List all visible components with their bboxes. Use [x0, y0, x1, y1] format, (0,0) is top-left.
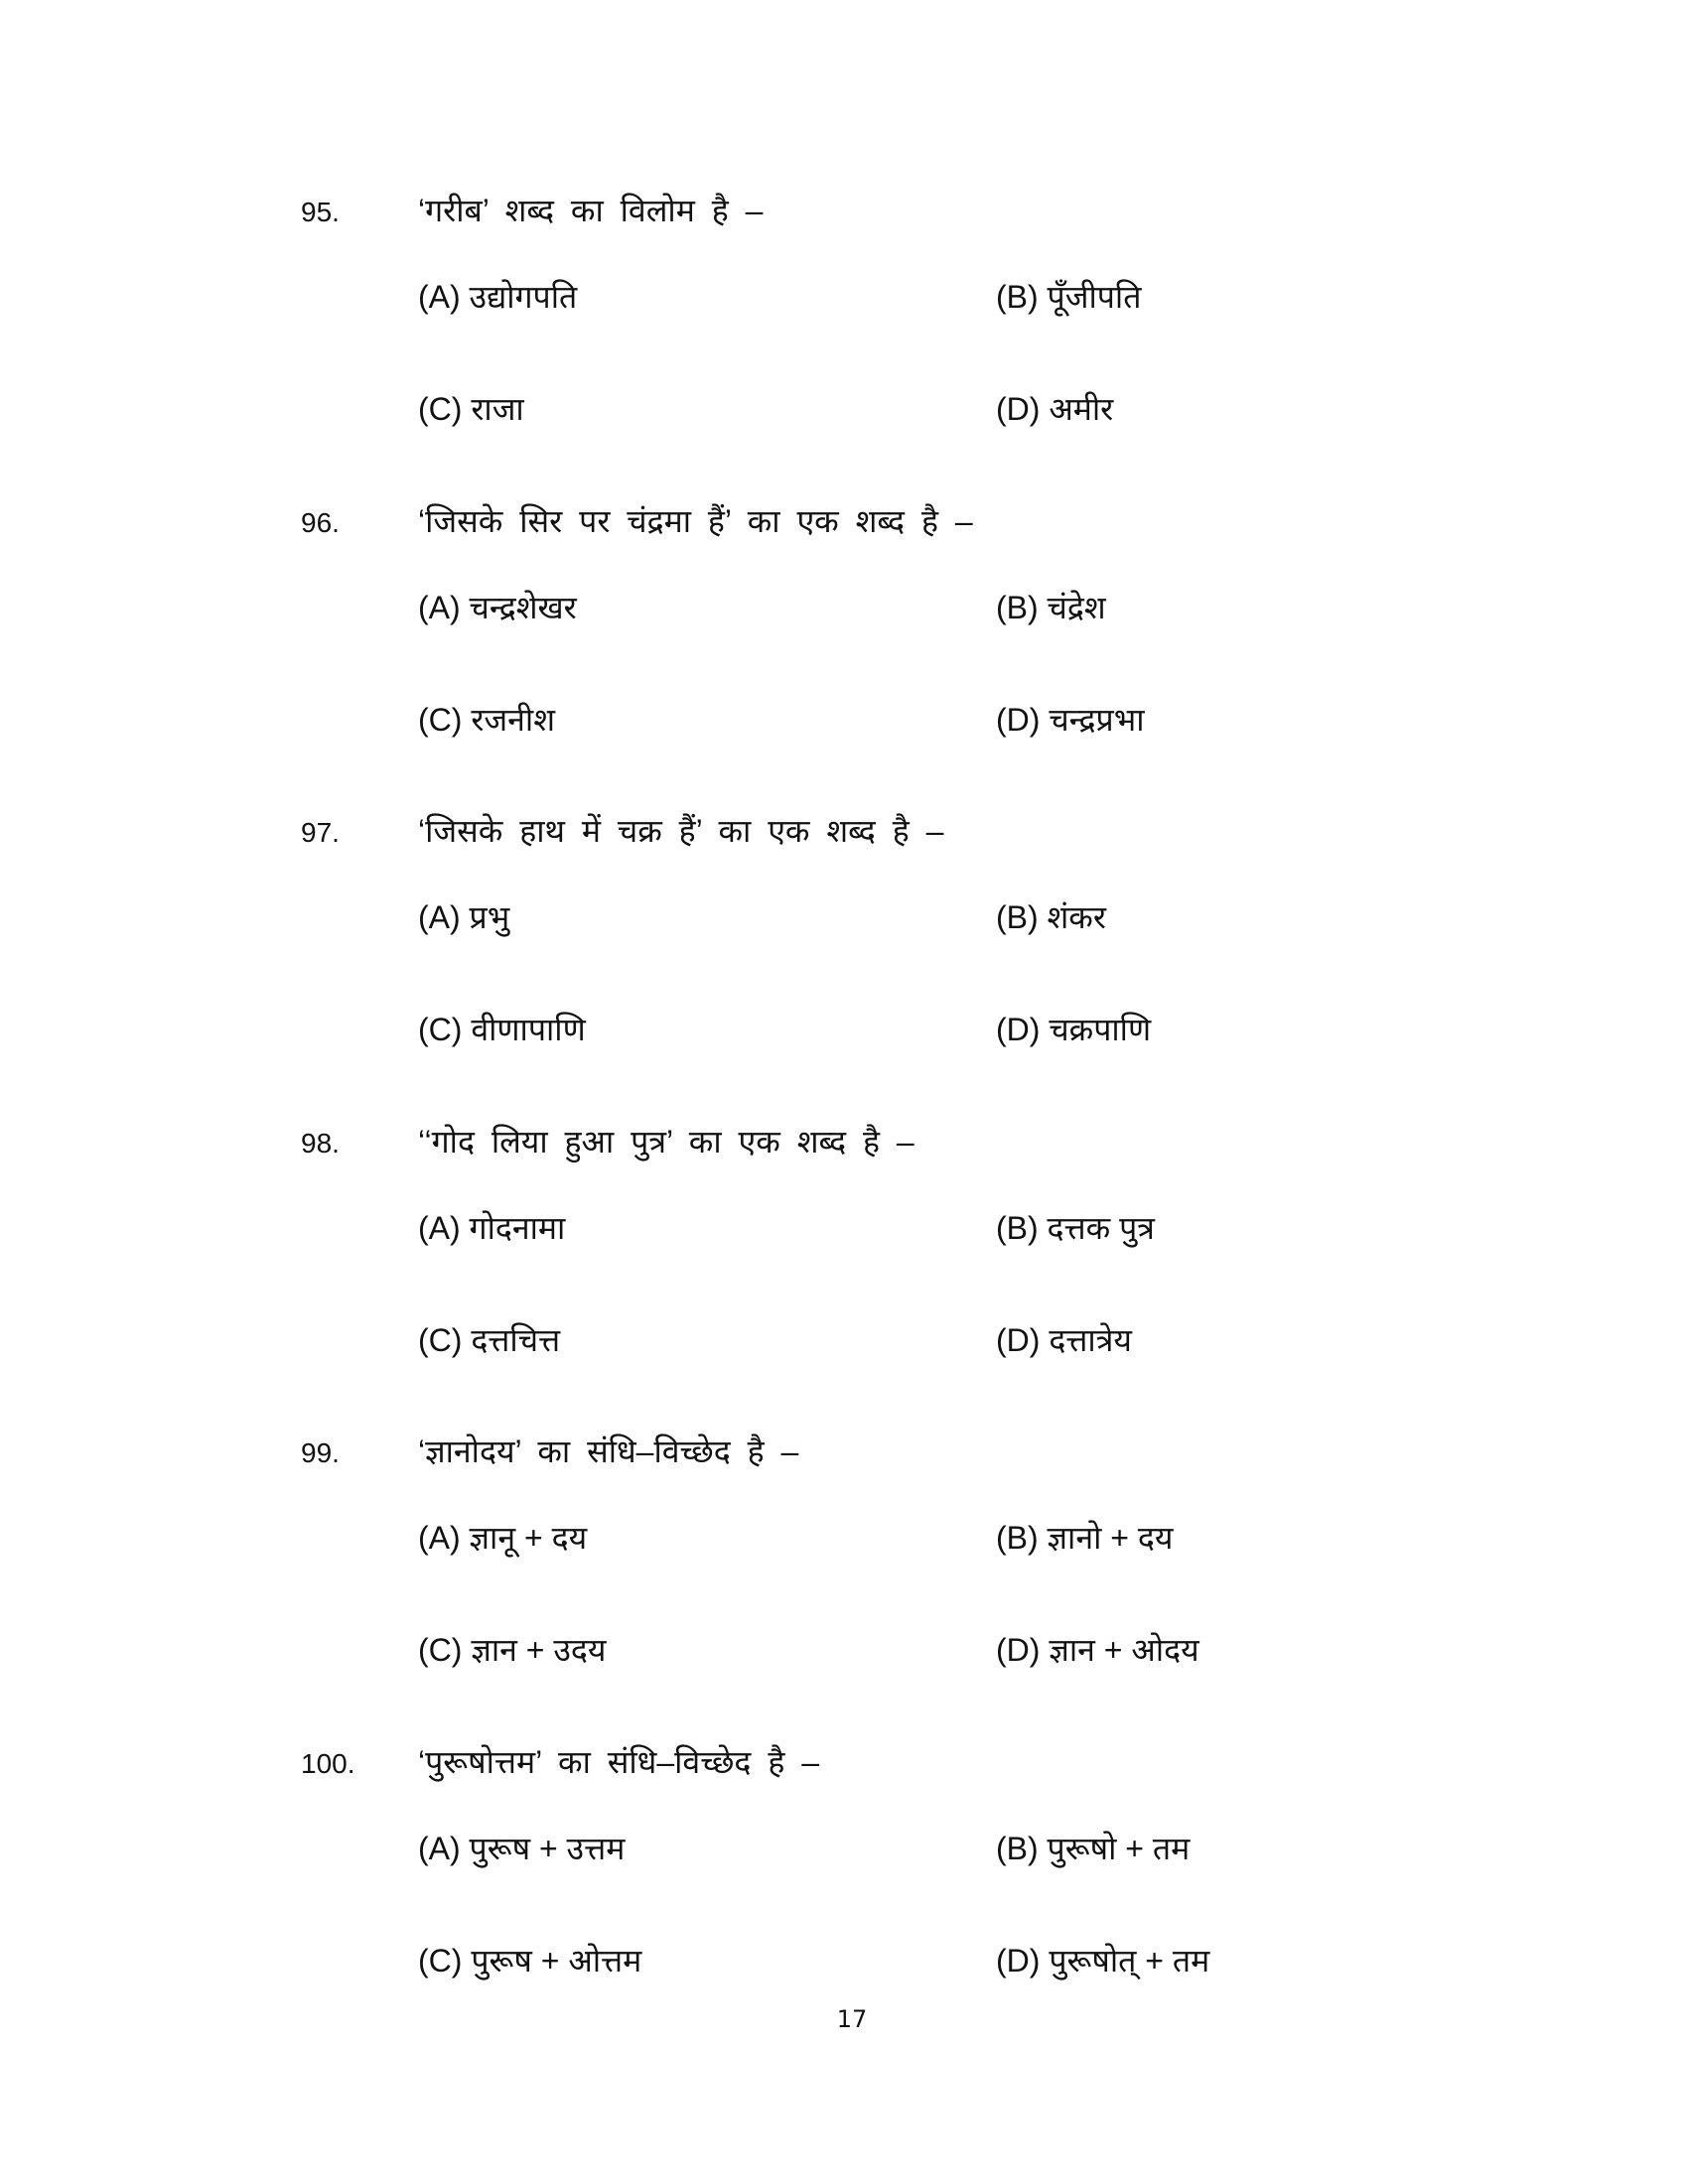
question-text: ‘‘गोद लिया हुआ पुत्र’ का एक शब्द है –	[418, 1124, 914, 1160]
option-b: (B) पुरूषो + तम	[996, 1831, 1191, 1866]
option-d: (D) ज्ञान + ओदय	[996, 1632, 1199, 1668]
question-number: 99.	[301, 1437, 340, 1468]
question-number: 100.	[301, 1748, 355, 1779]
option-b: (B) शंकर	[996, 899, 1106, 935]
question-text: ‘जिसके हाथ में चक्र हैं’ का एक शब्द है –	[418, 813, 944, 849]
option-c: (C) पुरूष + ओत्तम	[418, 1943, 642, 1979]
question-number: 96.	[301, 507, 340, 538]
question-96	[0, 505, 1688, 803]
question-98	[0, 1126, 1688, 1424]
page-number: 17	[836, 2005, 868, 2033]
option-a: (A) उद्योगपति	[418, 279, 578, 315]
option-c: (C) दत्तचित्त	[418, 1322, 561, 1358]
option-a: (A) प्रभु	[418, 899, 510, 935]
question-99	[0, 1435, 1688, 1733]
question-number: 97.	[301, 817, 340, 848]
option-d: (D) अमीर	[996, 391, 1114, 427]
option-d: (D) चक्रपाणि	[996, 1012, 1152, 1047]
option-d: (D) पुरूषोत् + तम	[996, 1943, 1210, 1979]
question-97	[0, 815, 1688, 1113]
question-text: ‘जिसके सिर पर चंद्रमा हैं’ का एक शब्द है –	[418, 503, 973, 539]
option-b: (B) पूँजीपति	[996, 279, 1142, 315]
question-number: 98.	[301, 1128, 340, 1159]
question-95	[0, 195, 1688, 492]
option-c: (C) रजनीश	[418, 702, 555, 738]
option-d: (D) चन्द्रप्रभा	[996, 702, 1145, 738]
option-a: (A) चन्द्रशेखर	[418, 590, 577, 625]
option-d: (D) दत्तात्रेय	[996, 1322, 1132, 1358]
option-a: (A) ज्ञानू + दय	[418, 1520, 588, 1556]
question-number: 95.	[301, 197, 340, 227]
option-a: (A) गोदनामा	[418, 1210, 566, 1246]
option-b: (B) चंद्रेश	[996, 590, 1106, 625]
option-b: (B) ज्ञानो + दय	[996, 1520, 1174, 1556]
option-c: (C) ज्ञान + उदय	[418, 1632, 607, 1668]
question-text: ‘पुरूषोत्तम’ का संधि–विच्छेद है –	[418, 1744, 819, 1780]
question-text: ‘गरीब’ शब्द का विलोम है –	[418, 193, 764, 228]
question-100	[0, 1746, 1688, 2044]
option-c: (C) राजा	[418, 391, 524, 427]
question-text: ‘ज्ञानोदय’ का संधि–विच्छेद है –	[418, 1433, 799, 1469]
option-b: (B) दत्तक पुत्र	[996, 1210, 1155, 1246]
option-a: (A) पुरूष + उत्तम	[418, 1831, 626, 1866]
option-c: (C) वीणापाणि	[418, 1012, 586, 1047]
